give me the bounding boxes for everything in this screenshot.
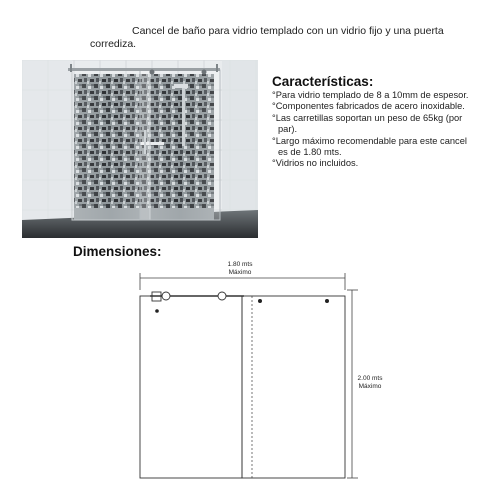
width-label <box>210 261 270 277</box>
fixing-point-left <box>258 299 262 303</box>
height-note: Máximo <box>358 383 382 390</box>
intro-description: Cancel de baño para vidrio templado con un vidrio fijo y una puerta corrediza. <box>90 25 444 50</box>
width-note: Máximo <box>228 269 252 276</box>
feature-item: °Componentes fabricados de acero inoxidable. <box>272 101 465 112</box>
feature-item: °Largo máximo recomendable para este cancel es de 1.80 mts. <box>272 135 467 158</box>
dimensions-title: Dimensiones: <box>73 244 162 259</box>
height-label <box>342 375 398 391</box>
features-title: Características: <box>272 74 374 89</box>
feature-item: °Las carretillas soportan un peso de 65kg (por par). <box>272 112 463 135</box>
sliding-door-panel <box>140 296 242 478</box>
fixing-point-right <box>325 299 329 303</box>
roller-wheel-right <box>218 292 226 300</box>
feature-item: °Para vidrio templado de 8 a 10mm de espesor. <box>272 90 469 100</box>
roller-bolt-left <box>155 309 159 313</box>
fixed-glass-panel <box>242 296 345 478</box>
width-value: 1.80 mts <box>227 261 253 268</box>
roller-wheel-left <box>162 292 170 300</box>
feature-item: °Vidrios no incluidos. <box>272 158 359 169</box>
height-value: 2.00 mts <box>357 375 383 382</box>
